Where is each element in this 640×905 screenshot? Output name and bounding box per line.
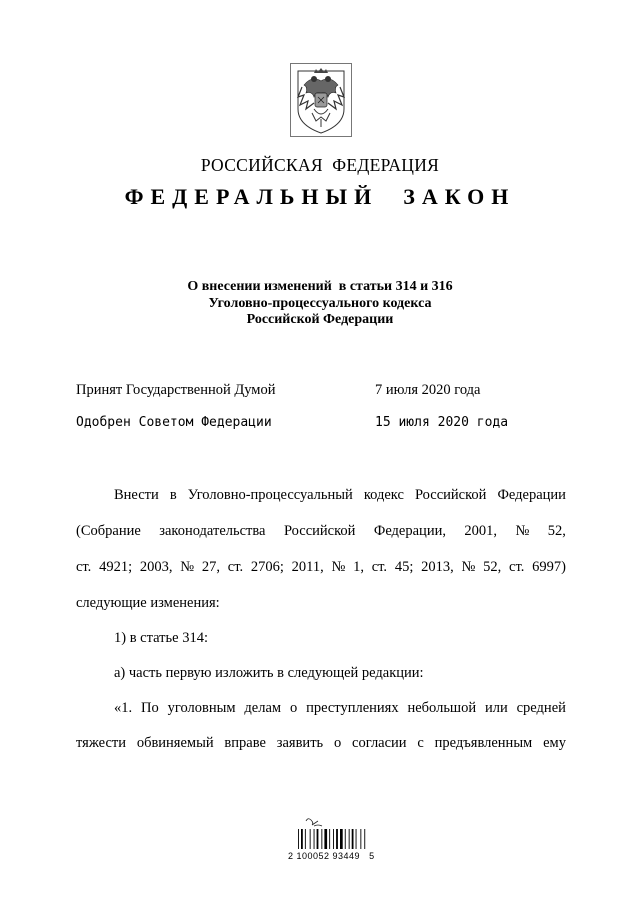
word: обвиняемый (136, 735, 214, 751)
barcode-bar (305, 829, 306, 849)
word: 52, (547, 523, 566, 539)
word: 2013, (421, 559, 454, 575)
word: Российской (283, 523, 356, 539)
word: Федерации (497, 487, 566, 503)
duma-label: Принят Государственной Думой (76, 382, 276, 398)
barcode-bar (314, 829, 315, 849)
word: Внести (114, 487, 159, 503)
barcode-bar (340, 829, 343, 849)
word: предъявленным (434, 735, 533, 751)
barcode-bar (345, 829, 346, 849)
word: о (333, 735, 342, 751)
word: ст. (227, 559, 244, 575)
word: 52, (483, 559, 502, 575)
word: № (515, 523, 530, 539)
word: тяжести (76, 735, 126, 751)
title-line-2: Уголовно-процессуального кодекса (208, 295, 432, 311)
word: небольшой (407, 700, 477, 716)
word: 27, (201, 559, 220, 575)
word: согласии (352, 735, 407, 751)
council-label: Одобрен Советом Федерации (76, 415, 272, 430)
word: делам (244, 700, 282, 716)
word: 1, (353, 559, 364, 575)
word: уголовным (167, 700, 236, 716)
word: (Собрание (76, 523, 141, 539)
barcode-bar (321, 829, 322, 849)
word: заявить (276, 735, 324, 751)
word: ему (543, 735, 566, 751)
word: средней (516, 700, 566, 716)
word: вправе (224, 735, 266, 751)
word: 6997) (532, 559, 566, 575)
barcode-bar (349, 829, 350, 849)
barcode-bar (310, 829, 311, 849)
amendment-subitem: а) часть первую изложить в следующей редакции: (114, 665, 424, 681)
word: в (169, 487, 177, 503)
barcode-bar (360, 829, 361, 849)
word: 2003, (139, 559, 173, 575)
word: или (484, 700, 508, 716)
word: № (461, 559, 476, 575)
barcode-bar (317, 829, 319, 849)
body-line (76, 523, 566, 543)
word: По (141, 700, 159, 716)
law-title (0, 279, 640, 329)
title-line-3: Российской Федерации (246, 312, 394, 327)
word: 2011, (291, 559, 324, 575)
barcode-bar (364, 829, 365, 849)
country-heading: РОССИЙСКАЯ ФЕДЕРАЦИЯ (200, 155, 440, 175)
body-line (76, 559, 566, 579)
word: Федерации, (373, 523, 446, 539)
law-type-heading: ФЕДЕРАЛЬНЫЙ ЗАКОН (124, 184, 516, 209)
word: ст. (371, 559, 388, 575)
duma-date: 7 июля 2020 года (375, 382, 481, 398)
barcode-bar (333, 829, 334, 849)
word: «1. (114, 700, 133, 716)
word: преступлениях (306, 700, 399, 716)
word: 2706; (250, 559, 284, 575)
barcode-bar (301, 829, 303, 849)
word: Уголовно-процессуальный (187, 487, 353, 503)
quote-line (114, 700, 566, 720)
word: 4921; (99, 559, 133, 575)
word: кодекс (363, 487, 404, 503)
barcode-bar (336, 829, 338, 849)
barcode-bar (352, 829, 354, 849)
word: ст. (509, 559, 525, 575)
barcode-number: 2 100052 93449 5 (288, 851, 375, 861)
council-date: 15 июля 2020 года (375, 415, 509, 430)
word: о (289, 700, 298, 716)
amendment-item: 1) в статье 314: (114, 630, 208, 646)
barcode-bar (324, 829, 327, 849)
barcode-bar (298, 829, 299, 849)
word: № (180, 559, 195, 575)
barcode-bar (356, 829, 357, 849)
word: Российской (414, 487, 487, 503)
quote-line (76, 735, 566, 755)
word: законодательства (159, 523, 266, 539)
body-line (114, 487, 566, 507)
body-line: следующие изменения: (76, 595, 220, 611)
coat-of-arms-emblem (290, 63, 352, 137)
title-line-1: О внесении изменений в статьи 314 и 316 (187, 279, 453, 294)
barcode-bar (329, 829, 330, 849)
word: № (331, 559, 346, 575)
word: ст. (76, 559, 92, 575)
word: с (417, 735, 424, 751)
word: 45; (394, 559, 414, 575)
word: 2001, (464, 523, 498, 539)
